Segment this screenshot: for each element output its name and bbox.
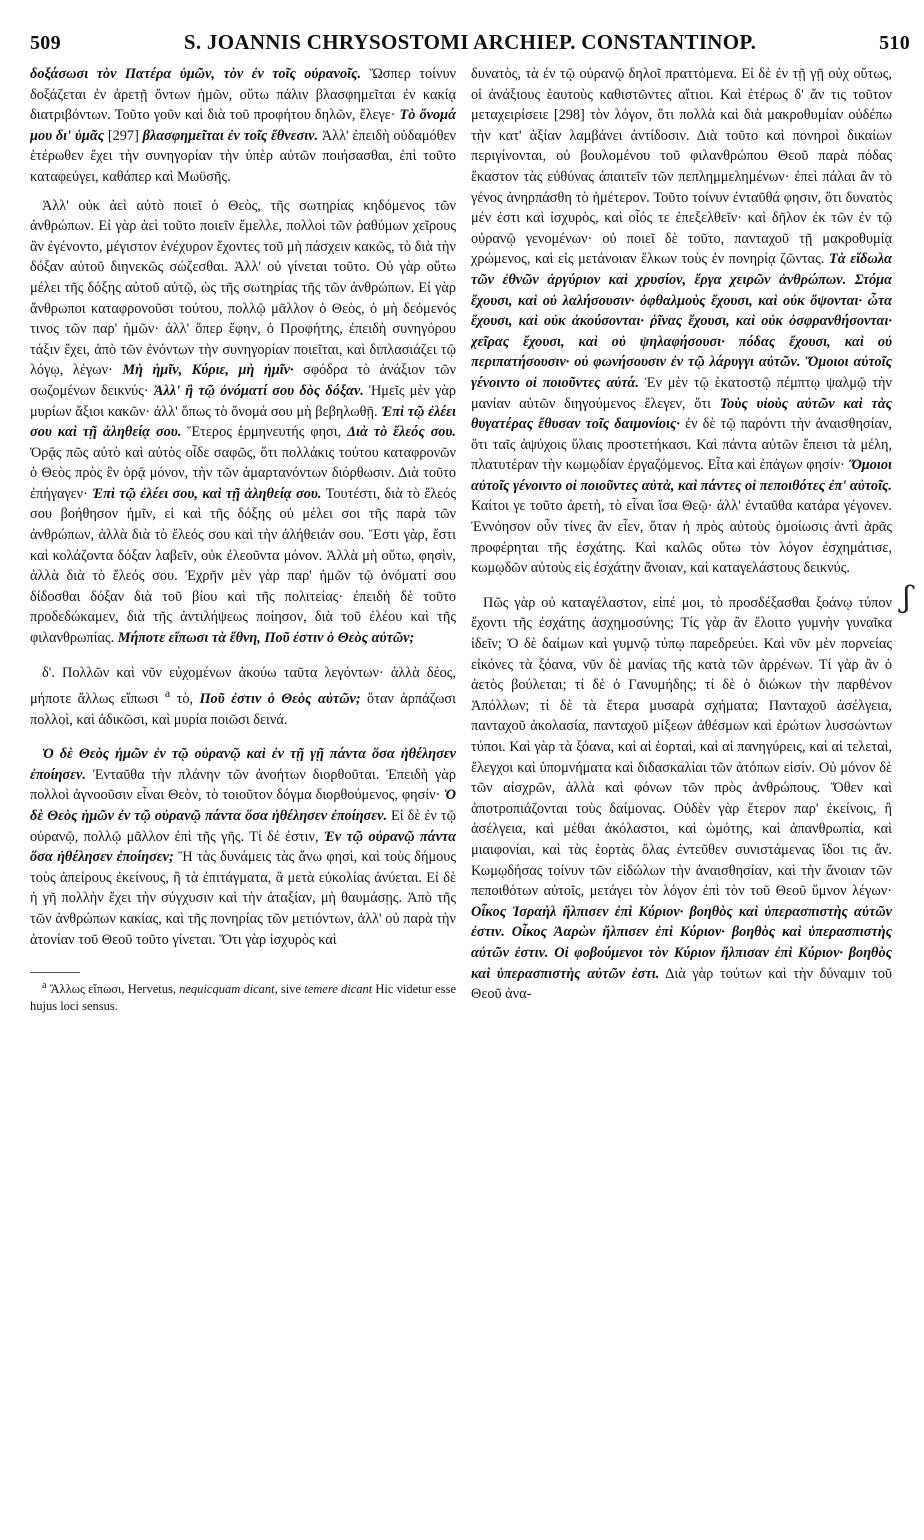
text-run: Hic videtur esse hujus loci sensus. [30,982,456,1014]
scripture-quote: Ἀλλ' ἢ τῷ ὀνόματί σου δὸς δόξαν. [153,382,364,399]
latin-gloss: temere dicant [304,982,373,997]
scripture-quote: Ἐπὶ τῷ ἐλέει σου καὶ τῇ ἀληθείᾳ σου. [30,403,456,441]
text-run: Ἀλλ' ἐπειδὴ οὐδαμόθεν ἑτέρωθεν ἔχει τὴν συνηγορίαν τὴν ὑπὲρ αὐτῶν ποιήσασθαι, ἐπὶ τοῦτο καταφεύγει, καθάπερ καὶ Μωϋσῆς. [30,127,456,185]
paragraph [30,64,456,188]
scripture-quote: Ποῦ ἐστιν ὁ Θεὸς αὐτῶν; [199,690,361,707]
scripture-quote: Ὅμοιοι αὐτοῖς γένοιντο οἱ ποιοῦντες αὐτὰ, καὶ πάντες οἱ πεποιθότες ἐπ' αὐτοῖς. [471,457,892,494]
scripture-quote: Τοὺς υἱοὺς αὐτῶν καὶ τὰς θυγατέρας ἔθυσαν τοῖς δαιμονίοις· [471,395,892,433]
scripture-quote: Τὰ εἴδωλα τῶν ἐθνῶν ἀργύριον καὶ χρυσίον, ἔργα χειρῶν ἀνθρώπων. Στόμα ἔχουσι, καὶ οὐ λαλήσουσιν· ὀφθαλμοὺς ἔχουσι, καὶ οὐκ ὄψονται· ὦτα ἔχουσι, καὶ οὐκ ἀκούσονται· ῥῖνας ἔχουσι, καὶ οὐκ ὀσφρανθήσονται· χεῖρας ἔχουσι, καὶ οὐ ψηλαφήσουσι· πόδας ἔχουσι, καὶ οὐ περιπατήσουσιν· οὐ φωνήσουσιν ἐν τῷ λάρυγγι αὐτῶν. Ὅμοιοι αὐτοῖς γένοιντο οἱ ποιοῦντες αὐτά. [471,251,892,391]
latin-gloss: nequicquam dicant [179,982,275,997]
right-column [471,64,892,1510]
footnote-marker: a [164,686,171,701]
text-run: Ἐν μὲν τῷ ἑκατοστῷ πέμπτῳ ψαλμῷ τὴν μανίαν αὐτῶν διηγούμενος ἔλεγεν, ὅτι [471,374,892,412]
left-page-number: 509 [30,32,61,54]
running-header [30,30,910,60]
scripture-quote: Μὴ ἡμῖν, Κύριε, μὴ ἡμῖν· [122,362,294,379]
text-run: σφόδρα τὸ ἀνάξιον τῶν σωζομένων δεικνύς· [30,362,456,399]
scripture-quote: Οἶκος Ἰσραὴλ ἤλπισεν ἐπὶ Κύριον· βοηθὸς καὶ ὑπερασπιστὴς αὐτῶν ἐστιν. Οἶκος Ἀαρὼν ἤλπισεν ἐπὶ Κύριον· βοηθὸς καὶ ὑπερασπιστὴς αὐτῶν ἐστιν. Οἱ φοβούμενοι τὸν Κύριον ἤλπισαν ἐπὶ Κύριον· βοηθὸς καὶ ὑπερασπιστὴς αὐτῶν ἐστι. [471,903,892,982]
left-column [30,64,456,1510]
scripture-quote: Ἐπὶ τῷ ἐλέει σου, καὶ τῇ ἀληθείᾳ σου. [92,485,322,502]
text-run: δ'. Πολλῶν καὶ νῦν εὐχομένων ἀκούω ταῦτα λεγόντων· ἀλλὰ δέος, μήποτε ἄλλως εἴπωσι [30,664,456,707]
text-run: Ἀλλ' οὐκ ἀεὶ αὐτὸ ποιεῖ ὁ Θεὸς, τῆς σωτηρίας κηδόμενος τῶν ἀνθρώπων. Εἰ γὰρ ἀεὶ τοῦτο ποιεῖν ἔμελλε, πολλοὶ τῶν ῥαθύμων χεῖρους ἂν ἐγένοντο, μέγιστον ἐνέχυρον ἔχοντες τοῦ μὴ πάσχειν κακῶς, τὸ διὰ τὴν δόξαν αὐτοῦ διηνεκῶς σώζεσθαι. Ἀλλ' οὐ γίνεται τοῦτο. Οὐ γὰρ οὕτω μέλει τῆς δόξης αὐτοῦ αὐτῷ, ὡς τῆς σωτηρίας τῆς τῶν ἀνθρώπων. Εἰ γὰρ ἄνθρωποι καταφρονοῦσι τούτου, πολλῷ μᾶλλον ὁ Θεὸς, ὁ μὴ δεόμενός τινος τῶν παρ' ἡμῶν· ἀλλ' ὅπερ ἔφην, ὁ Προφήτης, ἐπειδὴ συνηγόρου τάξιν ἔχει, ἀπὸ τῶν ἐνόντων τὴν συνηγορίαν ποιεῖται, καὶ διπλασιάζει τῷ λόγῳ, λέγων· [30,197,456,379]
paragraph [30,663,456,731]
text-run: Εἰ δὲ ἐν τῷ οὐρανῷ, πολλῷ μᾶλλον ἐπὶ τῆς γῆς. Τί δέ ἐστιν, [30,807,456,845]
paragraph [30,196,456,649]
text-run: Ἡμεῖς μὲν γὰρ μυρίων ἄξιοι κακῶν· ἀλλ' ὅπως τὸ ὄνομά σου μὴ βεβηλωθῇ. [30,382,456,420]
footnote-divider [30,972,80,973]
running-title: S. JOANNIS CHRYSOSTOMI ARCHIEP. CONSTANTINOP. [183,30,757,54]
paragraph [30,744,456,950]
text-run: Ἄλλως εἴπωσι, Hervetus, [46,982,180,997]
right-page-number: 510 [879,32,910,54]
footnote [30,977,456,1015]
text-run: Τουτέστι, διὰ τὸ ἔλεός σου βοήθησον ἡμῖν, εἰ καὶ τῆς δόξης οὐ μέλει σοι τῆς παρὰ τῶν ἀνθρώπων, ἀλλὰ διὰ τὸ ἔλεός σου καὶ τὴν ἀλήθειάν σου. Ἔστι γὰρ, ἔστι καὶ κολάζοντα δόξαν λαβεῖν, οὐκ ἐλεοῦντα μόνον. Ἀλλὰ μὴ οὕτω, φησὶν, ἀλλὰ διὰ τὸ ἔλεός σου. Ἐχρῆν μὲν γὰρ παρ' ἡμῶν τῷ ὀνόματί σου δίδοσθαι δόξαν διὰ τοῦ βίου καὶ τῆς πολιτείας· ἐπειδὴ δὲ τοῦτο προδεδώκαμεν, διὰ τῆς ἀντιλήψεως ποίησον, διὰ τοῦ ἐλέου καὶ τῆς φιλανθρωπίας. [30,485,456,647]
scripture-quote: Μήποτε εἴπωσι τὰ ἔθνη, Ποῦ ἐστιν ὁ Θεὸς αὐτῶν; [117,630,415,647]
text-run: δυνατὸς, τὰ ἐν τῷ οὐρανῷ δηλοῖ πραττόμενα. Εἰ δὲ ἐν τῇ γῇ οὐχ οὕτως, οἱ ἀνάξιους ἑαυτοὺς καθιστῶντες αἴτιοι. Καὶ ἑτέρως δ' ἄν τις τοῦτον μεταχειρίσειε [298] τὸν λόγον, ὅτι πολλὰ καὶ διὰ μακροθυμίαν οὐδέπω τὴν κατ' ἀξίαν λαμβάνει ἀντίδοσιν. Διὰ τοῦτο καὶ πονηροὶ δικαίων περιγίνονται, οὐ βουλομένου τοῦ φιλανθρώπου Θεοῦ παρὰ πόδας ἕκαστον τὰς εὐθύνας ἀπαιτεῖν τῶν πεπλημμελημένων· ἐπεὶ πάλαι ἂν τὸ γένος ἀνηρπάσθη τὸ ἡμέτερον. Τοῦτο τοίνυν ἐνταῦθά φησιν, ὅτι δυνατὸς μέν ἐστι καὶ ἰσχυρὸς, καὶ οἷός τε ἐπεξελθεῖν· καὶ δῆλον ἐκ τῶν ἐν τῷ οὐρανῷ γενομένων· οὐ ποιεῖ δὲ τοῦτο, πανταχοῦ τῇ μακροθυμίᾳ χρώμενος, καὶ εἰς μετάνοιαν ἕλκων τοὺς ἐν πονηρίᾳ ζῶντας. [471,66,892,268]
paragraph [471,64,892,579]
text-run: Πῶς γὰρ οὐ καταγέλαστον, εἰπέ μοι, τὸ προσδέξασθαι ξοάνῳ τύπον ἔχοντι τῆς ἐσχάτης ἀσχημοσύνης; Τίς γὰρ ἂν ἕλοιτο γυμνὴν γυναῖκα ἰδεῖν; Ὁ δὲ δαίμων καὶ γυμνῷ τύπῳ παρεδρεύει. Καὶ νῦν μὲν πορνείας εἰκόνες τὰ ξόανα, νῦν δὲ μανίας τῆς κατὰ τῶν ἀρρένων. Τί γὰρ ἂν ὁ ἀετὸς βούλεται; τί δὲ ὁ Γανυμήδης; τί δὲ ὁ διώκων τὴν παρθένον Ἀπόλλων; τί δὲ τὰ ἕτερα μυσαρὰ σχήματα; Πανταχοῦ ἀσέλγεια, πανταχοῦ ἀκολασία, πανταχοῦ μίξεων ἀθέσμων καὶ ἐρώτων λυσσώντων τύποι. Καὶ γὰρ τὰ ξόανα, καὶ αἱ ἑορταὶ, καὶ αἱ πανηγύρεις, καὶ αἱ τελεταὶ, ἔλεγχοι καὶ ὑπομνήματα καὶ διδασκαλίαι τῶν ἀτόπων εἰσίν. Οὐ μόνον δὲ τῶν αἰσχρῶν, ἀλλὰ καὶ φόνων τῶν πρὸς ἀνθρώπους. Ὅθεν καὶ ἀποτροπιάζονται τοὺς δαίμονας. Οὐδὲν γὰρ ἕτερον παρ' ἐκείνοις, ἢ ἀσέλγεια, καὶ μέθαι ἀκόλαστοι, καὶ ὠμότης, καὶ ἀπανθρωπία, καὶ μιαιφονίαι, καὶ τὰς ἑορτὰς ὅλας ἐντεῦθεν συνιστάμενας ἴδοι τις ἄν. Κωμῳδήσας τοίνυν τῶν εἰδώλων τὴν ἀναισθησίαν, καὶ τὴν ἄνοιαν τῶν πεποιθότων αὐτοῖς, μετάγει τὸν λόγον ἐπὶ τὸν τοῦ Θεοῦ ὕμνον λέγων· [471,594,892,900]
text-run: , sive [274,982,305,997]
scripture-quote: Ἐν τῷ οὐρανῷ πάντα ὅσα ἠθέλησεν ἐποίησεν; [30,828,456,866]
text-run: Ἐνταῦθα τὴν πλάνην τῶν ἀνοήτων διορθοῦται. Ἐπειδὴ γὰρ πολλοὶ ἀγνοοῦσιν εἶναι Θεὸν, τὸ τοιοῦτον δόγμα διορθούμενος, φησίν· [30,766,456,804]
scripture-quote: βλασφημεῖται ἐν τοῖς ἔθνεσιν. [142,127,319,144]
scripture-quote: Ὁ δὲ Θεὸς ἡμῶν ἐν τῷ οὐρανῷ καὶ ἐν τῇ γῇ πάντα ὅσα ἠθέλησεν ἐποίησεν. [30,746,456,783]
text-run: Ἢ τὰς δυνάμεις τὰς ἄνω φησὶ, καὶ τοὺς δήμους τοὺς ἀπείρους ἐκείνους, ἢ τὰ ἐπιτάγματα, ἃ μετὰ εὐκολίας ἀνύεται. Εἰ δὲ ἡ γῆ πολλὴν ἔχει τὴν σύγχυσιν καὶ τὴν ἀταξίαν, μὴ θαυμάσῃς. Ἀπὸ τῆς τῶν ἀνθρώπων κακίας, καὶ τῆς πονηρίας τῶν μετιόντων, ἀλλ' οὐ παρὰ τὴν ἀτονίαν τοῦ Θεοῦ τοῦτο γίνεται. Ὅτι γὰρ ἰσχυρὸς καὶ [30,849,456,948]
scripture-quote: Διὰ τὸ ἔλεός σου. [347,424,456,441]
footnote-marker: a [42,980,47,992]
margin-bracket-mark: ʃ [900,579,914,616]
scripture-quote: Ὁ δὲ Θεὸς ἡμῶν ἐν τῷ οὐρανῷ πάντα ὅσα ἠθέλησεν ἐποίησεν. [30,787,456,824]
text-run: ἐν δὲ τῷ παρόντι τὴν ἀναισθησίαν, ὅτι ταῖς ἀψύχοις ὕλαις προστετήκασι. Καὶ πάντα αὐτῶν ἔπεισι τὰ μέλη, πλατυτέραν τὴν κωμῳδίαν ἐργαζόμενος. Εἶτα καὶ ἐπάγων φησίν· [471,416,892,474]
text-run: τὸ, [170,690,200,707]
scripture-quote: δοξάσωσι τὸν Πατέρα ὑμῶν, τὸν ἐν τοῖς οὐρανοῖς. [30,66,362,82]
paragraph [471,593,892,1005]
text-run: Ἕτερος ἑρμηνευτής φησι, [181,424,348,441]
text-run: Ὥσπερ τοίνυν δοξάζεται ἐν ἀρετῇ ὄντων ἡμῶν, οὕτω πάλιν βλασφημεῖται ἐν κακίᾳ διατριβόντων. Τοῦτο γοῦν καὶ διὰ τοῦ προφήτου δηλῶν, ἔλεγε· [30,66,456,124]
text-run: Ὁρᾷς πῶς αὐτὸ καὶ αὐτὸς οἶδε σαφῶς, ὅτι πολλάκις τούτου καταφρονῶν ὁ Θεὸς πρὸς ἓν ὁρᾷ μόνον, τὴν τῶν ἁμαρτανόντων διόρθωσιν. Διὰ τοῦτο ἐπήγαγεν· [30,444,456,502]
text-run: ὅταν ἁρπάζωσι πολλοὶ, καὶ ἀδικῶσι, καὶ μυρία ποιῶσι δεινά. [30,690,456,728]
text-run: Διὰ γὰρ τούτων καὶ τὴν δύναμιν τοῦ Θεοῦ ἀνα- [471,965,892,1003]
text-run: [297] [104,127,143,144]
text-run: Καίτοι γε τοῦτο ἀρετὴ, τὸ εἶναι ἴσα Θεῷ· ἀλλ' ἐνταῦθα κατάρα γέγονεν. Ἐννόησον οὖν τίνες ἂν εἶεν, ὅταν ἡ πρὸς αὐτοὺς ὁμοίωσις ἀντὶ ἀρᾶς προφέρηται τῆς ἐσχάτης. Καὶ καλῶς οὕτω τὸν λόγον ἐσχημάτισε, κωμῳδῶν αὐτοὺς εἰς ἐσχάτην ἄνοιαν, καὶ καταγελάστους δεικνύς. [471,498,892,577]
scripture-quote: Τὸ ὄνομά μου δι' ὑμᾶς [30,107,456,144]
